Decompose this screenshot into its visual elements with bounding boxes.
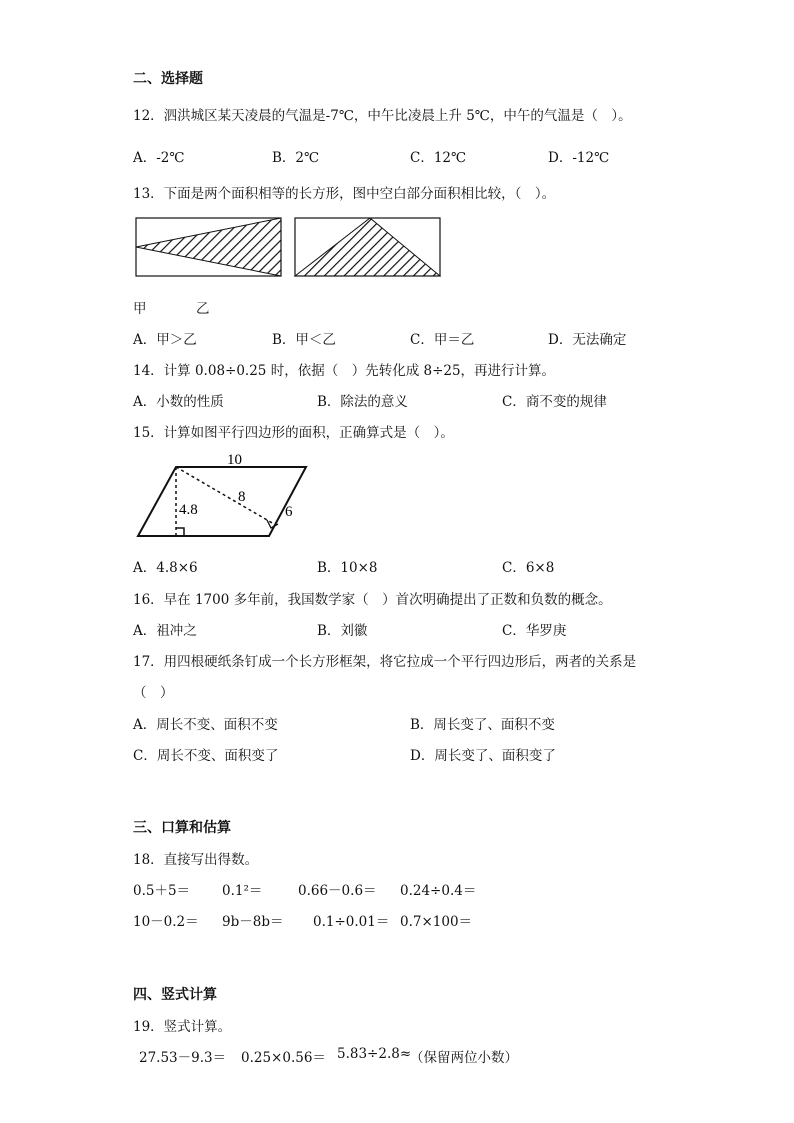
- question-15-stem: 15．计算如图平行四边形的面积，正确算式是（ ）。: [133, 425, 454, 441]
- q14-option-b: B．除法的意义: [317, 394, 408, 410]
- question-18-stem: 18．直接写出得数。: [133, 852, 259, 868]
- q19-note: （保留两位小数）: [410, 1050, 518, 1066]
- q13-option-d: D．无法确定: [548, 332, 627, 348]
- label-top: 10: [227, 452, 242, 468]
- rectangle-b: [295, 218, 440, 276]
- question-19-stem: 19．竖式计算。: [133, 1019, 232, 1035]
- question-16-stem: 16．早在 1700 多年前，我国数学家（ ）首次明确提出了正数和负数的概念。: [133, 592, 612, 608]
- section-title-vertical: 四、竖式计算: [133, 987, 217, 1003]
- q16-option-c: C．华罗庚: [502, 623, 567, 639]
- q18-item: 0.1²＝: [222, 883, 263, 899]
- q16-option-b: B．刘徽: [317, 623, 368, 639]
- q19-item: 27.53－9.3＝: [139, 1050, 227, 1066]
- q12-option-b: B．2℃: [272, 150, 320, 166]
- q15-option-a: A．4.8×6: [133, 560, 198, 576]
- q18-item: 10－0.2＝: [133, 914, 199, 930]
- q13-option-b: B．甲＜乙: [272, 332, 336, 348]
- question-17-stem-cont: （ ）: [133, 685, 174, 701]
- section-title-mental: 三、口算和估算: [133, 820, 231, 836]
- q18-item: 0.1÷0.01＝: [313, 914, 390, 930]
- q19-item: 5.83÷2.8≈: [337, 1046, 412, 1062]
- q18-item: 0.66－0.6＝: [298, 883, 377, 899]
- label-jia: 甲: [133, 301, 147, 317]
- q14-option-a: A．小数的性质: [133, 394, 224, 410]
- q16-option-a: A．祖冲之: [133, 623, 197, 639]
- q18-item: 0.7×100＝: [400, 914, 473, 930]
- label-yi: 乙: [196, 301, 210, 317]
- q18-item: 0.24÷0.4＝: [400, 883, 477, 899]
- q13-option-c: C．甲＝乙: [410, 332, 475, 348]
- q19-item: 0.25×0.56＝: [241, 1050, 326, 1066]
- question-17-stem: 17．用四根硬纸条钉成一个长方形框架，将它拉成一个平行四边形后，两者的关系是: [133, 654, 637, 670]
- parallelogram-figure: [130, 448, 320, 543]
- q14-option-c: C．商不变的规律: [502, 394, 607, 410]
- label-height: 4.8: [179, 502, 198, 518]
- q17-option-a: A．周长不变、面积不变: [133, 717, 278, 733]
- rectangle-a: [136, 218, 281, 276]
- question-13-stem: 13．下面是两个面积相等的长方形，图中空白部分面积相比较，（ ）。: [133, 186, 556, 202]
- q12-option-d: D．-12℃: [548, 150, 610, 166]
- q15-option-b: B．10×8: [317, 560, 378, 576]
- section-title-choice: 二、选择题: [133, 71, 203, 87]
- q18-item: 9b－8b＝: [222, 914, 284, 930]
- q12-option-a: A．-2℃: [133, 150, 185, 166]
- q15-option-c: C．6×8: [502, 560, 555, 576]
- label-side: 6: [285, 504, 293, 520]
- q17-option-b: B．周长变了、面积不变: [410, 717, 555, 733]
- q17-option-c: C．周长不变、面积变了: [133, 748, 279, 764]
- label-diag: 8: [238, 489, 246, 505]
- q12-option-c: C．12℃: [410, 150, 467, 166]
- question-12-stem: 12．泗洪城区某天凌晨的气温是-7℃，中午比凌晨上升 5℃，中午的气温是（ ）。: [133, 108, 632, 124]
- q18-item: 0.5＋5＝: [133, 883, 191, 899]
- q13-option-a: A．甲＞乙: [133, 332, 197, 348]
- question-14-stem: 14．计算 0.08÷0.25 时，依据（ ）先转化成 8÷25，再进行计算。: [133, 363, 556, 379]
- rectangles-figure: [130, 212, 450, 284]
- q17-option-d: D．周长变了、面积变了: [410, 748, 556, 764]
